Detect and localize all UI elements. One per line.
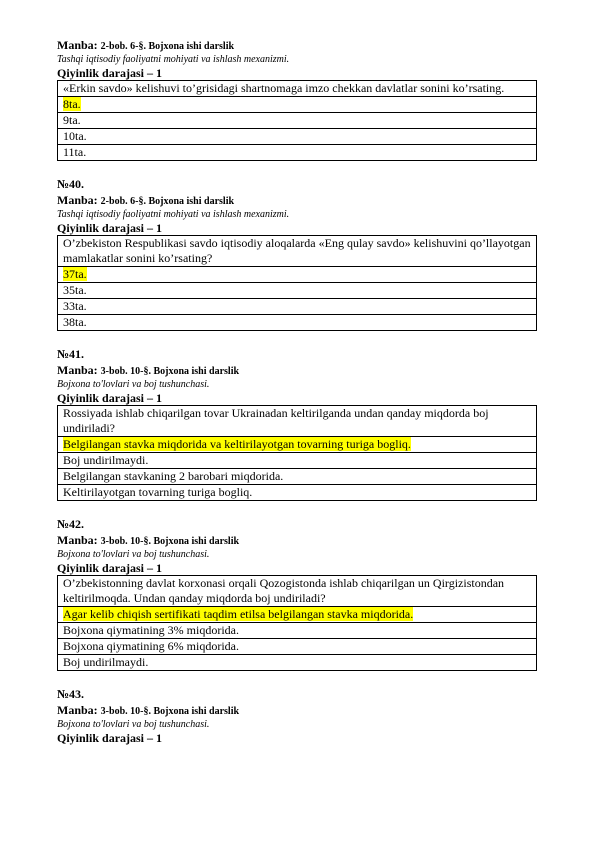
question-block	[57, 687, 537, 745]
question-text: Rossiyada ishlab chiqarilgan tovar Ukrainadan keltirilganda undan qanday miqdorda boj undiriladi?	[58, 406, 537, 437]
source-line	[57, 38, 537, 54]
answer-option: 33ta.	[58, 299, 537, 315]
document-content	[57, 38, 537, 761]
source-reference: 2-bob. 6-§. Bojxona ishi darslik	[100, 41, 235, 52]
answer-option: 11ta.	[58, 145, 537, 161]
question-block	[57, 347, 537, 501]
source-label: Manba:	[57, 363, 98, 377]
question-number: №41.	[57, 347, 85, 361]
question-table	[57, 80, 537, 161]
correct-answer-highlight: 8ta.	[63, 97, 81, 111]
source-label: Manba:	[57, 38, 98, 52]
question-number: №40.	[57, 177, 85, 191]
answer-option: Boj undirilmaydi.	[58, 453, 537, 469]
correct-answer-highlight: Agar kelib chiqish sertifikati taqdim etilsa belgilangan stavka miqdorida.	[63, 607, 414, 621]
difficulty-level: Qiyinlik darajasi – 1	[57, 66, 163, 80]
difficulty-level: Qiyinlik darajasi – 1	[57, 731, 163, 745]
difficulty-level: Qiyinlik darajasi – 1	[57, 561, 163, 575]
source-line	[57, 193, 537, 209]
topic-line: Tashqi iqtisodiy faoliyatni mohiyati va ishlash mexanizmi.	[57, 54, 290, 65]
source-reference: 2-bob. 6-§. Bojxona ishi darslik	[100, 196, 235, 207]
answer-option: Bojxona qiymatining 3% miqdorida.	[58, 623, 537, 639]
answer-option: Bojxona qiymatining 6% miqdorida.	[58, 639, 537, 655]
answer-option: Belgilangan stavkaning 2 barobari miqdorida.	[58, 469, 537, 485]
question-number: №43.	[57, 687, 85, 701]
source-reference: 3-bob. 10-§. Bojxona ishi darslik	[100, 366, 240, 377]
answer-option-correct	[58, 437, 537, 453]
question-text: O’zbekiston Respublikasi savdo iqtisodiy aloqalarda «Eng qulay savdo» kelishuvini qo’llayotgan mamlakatlar sonini ko’rsating?	[58, 236, 537, 267]
question-table	[57, 235, 537, 331]
answer-option: 10ta.	[58, 129, 537, 145]
answer-option-correct	[58, 97, 537, 113]
correct-answer-highlight: Belgilangan stavka miqdorida va keltirilayotgan tovarning turiga bogliq.	[63, 437, 411, 451]
topic-line: Tashqi iqtisodiy faoliyatni mohiyati va ishlash mexanizmi.	[57, 209, 290, 220]
answer-option: 9ta.	[58, 113, 537, 129]
source-line	[57, 533, 537, 549]
question-number: №42.	[57, 517, 85, 531]
source-reference: 3-bob. 10-§. Bojxona ishi darslik	[100, 706, 240, 717]
answer-option-correct	[58, 607, 537, 623]
topic-line: Bojxona to'lovlari va boj tushunchasi.	[57, 379, 210, 390]
question-block	[57, 177, 537, 331]
question-block	[57, 517, 537, 671]
answer-option: Keltirilayotgan tovarning turiga bogliq.	[58, 485, 537, 501]
answer-option: 38ta.	[58, 315, 537, 331]
source-line	[57, 363, 537, 379]
question-table	[57, 575, 537, 671]
topic-line: Bojxona to'lovlari va boj tushunchasi.	[57, 549, 210, 560]
question-block	[57, 38, 537, 161]
difficulty-level: Qiyinlik darajasi – 1	[57, 221, 163, 235]
answer-option: Boj undirilmaydi.	[58, 655, 537, 671]
source-label: Manba:	[57, 193, 98, 207]
difficulty-level: Qiyinlik darajasi – 1	[57, 391, 163, 405]
correct-answer-highlight: 37ta.	[63, 267, 87, 281]
answer-option: 35ta.	[58, 283, 537, 299]
answer-option-correct	[58, 267, 537, 283]
source-line	[57, 703, 537, 719]
question-text: O’zbekistonning davlat korxonasi orqali Qozogistonda ishlab chiqarilgan un Qirgizistondan keltirilmoqda. Undan qanday miqdorda boj undiriladi?	[58, 576, 537, 607]
source-reference: 3-bob. 10-§. Bojxona ishi darslik	[100, 536, 240, 547]
source-label: Manba:	[57, 703, 98, 717]
topic-line: Bojxona to'lovlari va boj tushunchasi.	[57, 719, 210, 730]
source-label: Manba:	[57, 533, 98, 547]
question-table	[57, 405, 537, 501]
question-text: «Erkin savdo» kelishuvi to’grisidagi shartnomaga imzo chekkan davlatlar sonini ko’rsating.	[58, 81, 537, 97]
